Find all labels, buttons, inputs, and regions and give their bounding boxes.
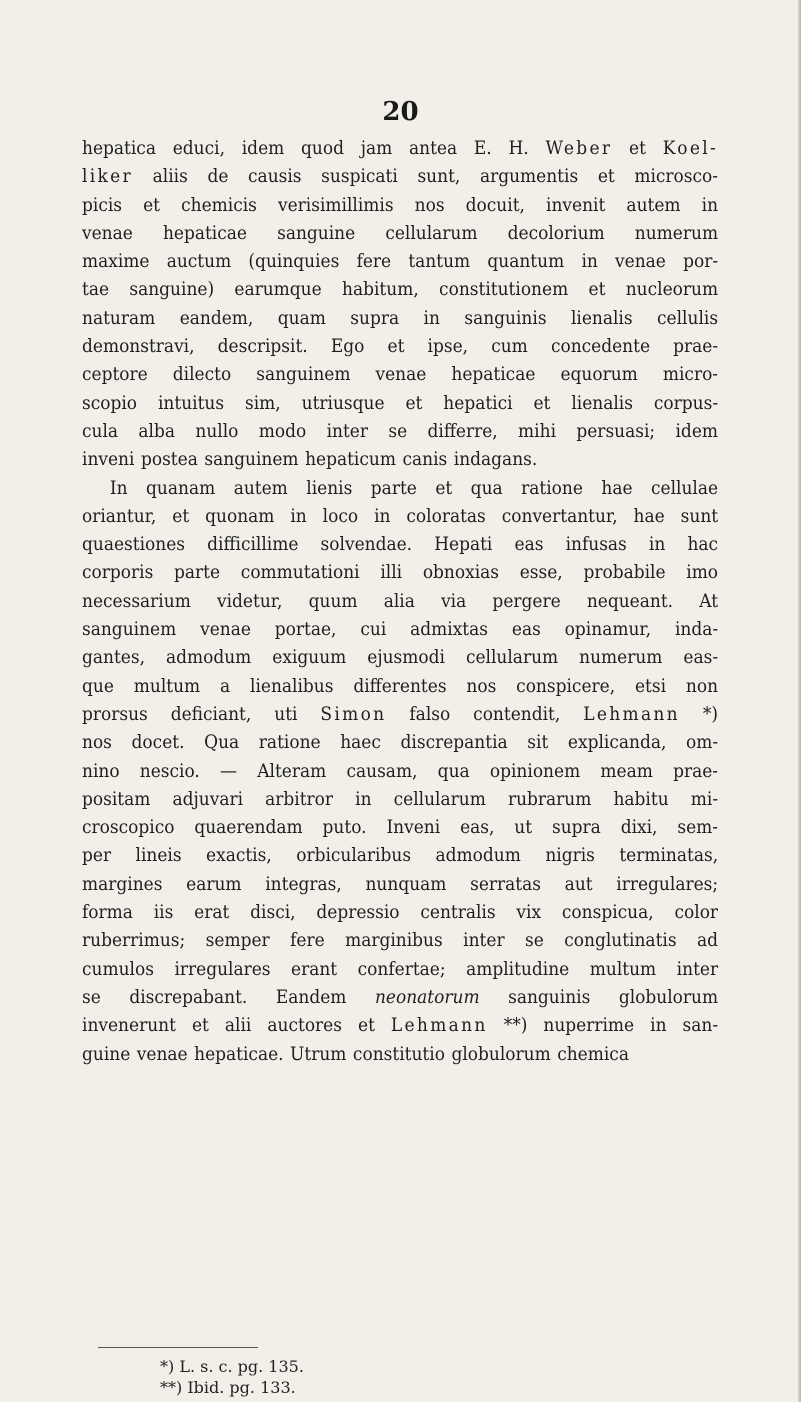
text-line: forma iis erat disci, depressio centralis vix conspicua, color (82, 902, 719, 924)
text-line: scopio intuitus sim, utriusque et hepatici et lienalis corpus- (82, 392, 719, 414)
page-number: 20 (382, 97, 419, 127)
text-line: venae hepaticae sanguine cellularum decolorium numerum (82, 222, 719, 244)
text-line: positam adjuvari arbitror in cellularum rubrarum habitu mi- (82, 788, 719, 810)
text-line: cumulos irregulares erant confertae; amplitudine multum inter (82, 958, 719, 980)
text-line: oriantur, et quonam in loco in coloratas convertantur, hae sunt (82, 505, 719, 527)
text-line: cula alba nullo modo inter se differre, mihi persuasi; idem (82, 420, 719, 442)
footnote-divider (98, 1347, 258, 1348)
text-line: ruberrimus; semper fere marginibus inter se conglutinatis ad (82, 930, 719, 952)
text-line: necessarium videtur, quum alia via pergere nequeant. At (82, 590, 719, 612)
text-line: tae sanguine) earumque habitum, constitutionem et nucleorum (82, 279, 719, 301)
text-line: ceptore dilecto sanguinem venae hepaticae equorum micro- (82, 364, 719, 386)
text-line: naturam eandem, quam supra in sanguinis lienalis cellulis (82, 307, 719, 329)
text-line: gantes, admodum exiguum ejusmodi cellularum numerum eas- (82, 647, 719, 669)
text-line: prorsus deficiant, uti Simon falso contendit, Lehmann *) (82, 703, 719, 725)
text-line: corporis parte commutationi illi obnoxias esse, probabile imo (82, 562, 719, 584)
text-line: picis et chemicis verisimillimis nos docuit, invenit autem in (82, 194, 719, 216)
text-line: guine venae hepaticae. Utrum constitutio globulorum chemica (82, 1043, 629, 1065)
text-line: demonstravi, descripsit. Ego et ipse, cum concedente prae- (82, 336, 719, 358)
text-line: inveni postea sanguinem hepaticum canis indagans. (82, 449, 538, 471)
text-line: invenerunt et alii auctores et Lehmann **) nuperrime in san- (82, 1015, 719, 1037)
text-line: margines earum integras, nunquam serratas aut irregulares; (82, 873, 719, 895)
text-line: nino nescio. — Alteram causam, qua opinionem meam prae- (82, 760, 719, 782)
footnote-2: **) Ibid. pg. 133. (160, 1378, 296, 1397)
body-text (82, 135, 718, 1069)
text-line: que multum a lienalibus differentes nos conspicere, etsi non (82, 675, 719, 697)
text-line: quaestiones difficillime solvendae. Hepati eas infusas in hac (82, 534, 719, 556)
text-line: se discrepabant. Eandem neonatorum sanguinis globulorum (82, 986, 719, 1008)
footnote-1: *) L. s. c. pg. 135. (160, 1357, 304, 1376)
text-line: hepatica educi, idem quod jam antea E. H. Weber et Koel- (82, 138, 719, 159)
text-line: croscopico quaerendam puto. Inveni eas, ut supra dixi, sem- (82, 817, 719, 839)
text-line: per lineis exactis, orbicularibus admodum nigris terminatas, (82, 845, 719, 867)
text-line: maxime auctum (quinquies fere tantum quantum in venae por- (82, 251, 719, 273)
text-line: nos docet. Qua ratione haec discrepantia sit explicanda, om- (82, 732, 719, 754)
text-line: In quanam autem lienis parte et qua ratione hae cellulae (109, 477, 719, 499)
text-line: sanguinem venae portae, cui admixtas eas opinamur, inda- (82, 619, 719, 641)
text-line: liker aliis de causis suspicati sunt, argumentis et microsco- (82, 166, 719, 188)
footnotes (160, 1356, 304, 1398)
